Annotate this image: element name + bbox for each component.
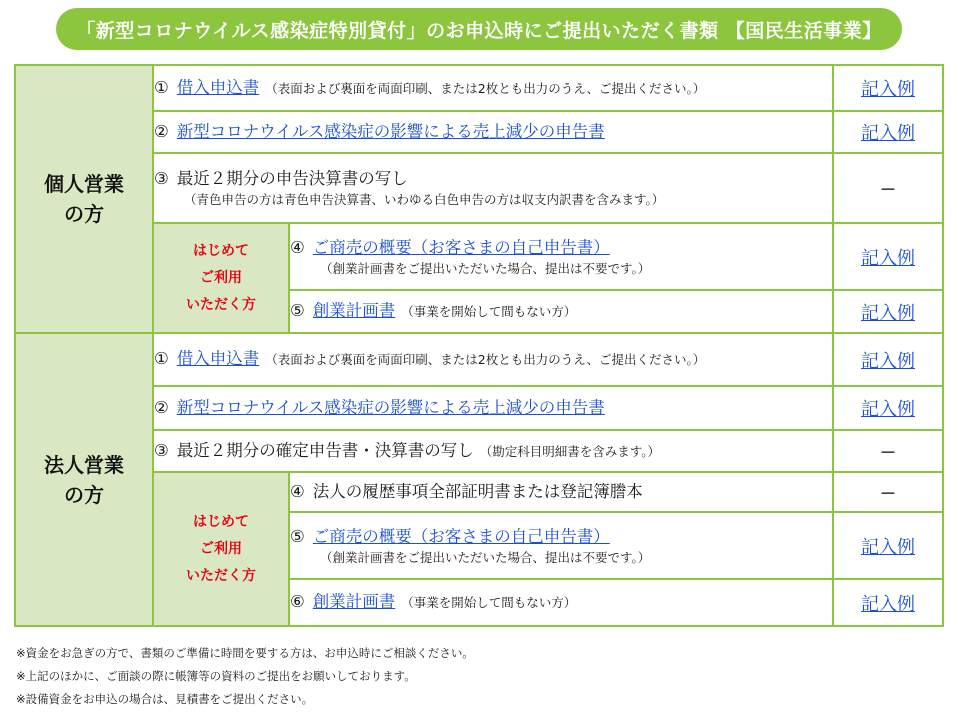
doc-cell xyxy=(153,333,833,386)
table-row xyxy=(15,472,943,512)
example-cell xyxy=(833,333,943,386)
example-link[interactable]: 記入例 xyxy=(861,247,916,269)
doc-link-business-plan[interactable]: 創業計画書 xyxy=(312,301,396,320)
example-cell xyxy=(833,65,943,111)
doc-cell xyxy=(153,153,833,223)
table-row xyxy=(15,333,943,386)
doc-link-application-form[interactable]: 借入申込書 xyxy=(176,349,260,368)
example-link[interactable]: 記入例 xyxy=(861,302,916,324)
doc-number: ③ xyxy=(154,169,169,188)
doc-cell xyxy=(289,512,833,579)
doc-note: （事業を開始して間もない方） xyxy=(401,304,577,319)
doc-sub-note: （青色申告の方は青色申告決算書、いわゆる白色申告の方は収支内訳書を含みます。） xyxy=(184,192,665,207)
example-cell xyxy=(833,290,943,333)
footer-note: ※資金をお急ぎの方で、書類のご準備に時間を要する方は、お申込時にご相談ください。 xyxy=(16,646,474,660)
example-cell xyxy=(833,430,943,472)
doc-link-business-plan[interactable]: 創業計画書 xyxy=(312,592,396,611)
doc-link-sales-decline-declaration[interactable]: 新型コロナウイルス感染症の影響による売上減少の申告書 xyxy=(176,398,605,417)
doc-number: ① xyxy=(154,77,169,97)
footer-note: ※上記のほかに、ご面談の際に帳簿等の資料のご提出をお願いしております。 xyxy=(16,669,416,683)
doc-number: ⑤ xyxy=(290,301,305,320)
doc-note: （表面および裏面を両面印刷、または2枚とも出力のうえ、ご提出ください。） xyxy=(265,352,706,367)
table-row xyxy=(15,386,943,430)
example-link[interactable]: 記入例 xyxy=(861,399,916,420)
doc-number: ⑥ xyxy=(290,592,305,611)
example-link[interactable]: 記入例 xyxy=(861,123,916,144)
example-link[interactable]: 記入例 xyxy=(861,593,916,615)
category-individual: 個人営業 の方 xyxy=(15,65,153,333)
table-row xyxy=(15,223,943,290)
doc-number: ① xyxy=(154,349,169,368)
page-title: 「新型コロナウイルス感染症特別貸付」のお申込時にご提出いただく書類 【国民生活事業】 xyxy=(56,8,902,50)
example-cell xyxy=(833,512,943,579)
example-link[interactable]: 記入例 xyxy=(861,350,916,372)
doc-number: ② xyxy=(154,398,169,417)
example-cell xyxy=(833,153,943,223)
table-row xyxy=(15,65,943,111)
example-cell xyxy=(833,111,943,153)
table-row xyxy=(15,111,943,153)
doc-cell xyxy=(289,579,833,626)
footer-note: ※設備資金をお申込の場合は、見積書をご提出ください。 xyxy=(16,692,314,706)
doc-cell xyxy=(289,290,833,333)
doc-sub-note: （創業計画書をご提出いただいた場合、提出は不要です。） xyxy=(320,549,651,565)
doc-number: ⑤ xyxy=(290,526,305,546)
doc-title: 最近２期分の確定申告書・決算書の写し xyxy=(176,440,474,460)
not-applicable-dash: － xyxy=(880,179,897,199)
example-cell xyxy=(833,223,943,290)
doc-sub-note: （創業計画書をご提出いただいた場合、提出は不要です。） xyxy=(320,260,651,276)
table-row xyxy=(15,430,943,472)
example-link[interactable]: 記入例 xyxy=(861,79,916,100)
first-time-users-label: はじめて ご利用 いただく方 xyxy=(153,223,289,333)
doc-note: （勘定科目明細書を含みます。） xyxy=(479,443,661,459)
category-corporate: 法人営業 の方 xyxy=(15,333,153,626)
doc-title: 最近２期分の申告決算書の写し xyxy=(176,169,408,188)
doc-note: （表面および裏面を両面印刷、または2枚とも出力のうえ、ご提出ください。） xyxy=(265,80,706,96)
example-cell xyxy=(833,472,943,512)
doc-number: ③ xyxy=(154,440,169,460)
doc-link-business-overview[interactable]: ご商売の概要（お客さまの自己申告書） xyxy=(312,526,610,546)
doc-link-application-form[interactable]: 借入申込書 xyxy=(176,77,260,97)
doc-cell xyxy=(153,65,833,111)
doc-cell xyxy=(153,386,833,430)
doc-cell xyxy=(153,430,833,472)
first-time-users-label: はじめて ご利用 いただく方 xyxy=(153,472,289,626)
table-row xyxy=(15,153,943,223)
not-applicable-dash: － xyxy=(880,483,897,503)
example-cell xyxy=(833,386,943,430)
doc-link-business-overview[interactable]: ご商売の概要（お客さまの自己申告書） xyxy=(312,237,610,257)
not-applicable-dash: － xyxy=(880,442,897,462)
example-link[interactable]: 記入例 xyxy=(861,536,916,558)
doc-number: ④ xyxy=(290,482,305,501)
doc-link-sales-decline-declaration[interactable]: 新型コロナウイルス感染症の影響による売上減少の申告書 xyxy=(176,122,605,141)
example-cell xyxy=(833,579,943,626)
footer-notes xyxy=(16,642,474,711)
doc-cell xyxy=(289,472,833,512)
doc-number: ④ xyxy=(290,237,305,257)
documents-table xyxy=(14,64,944,627)
doc-title: 法人の履歴事項全部証明書または登記簿謄本 xyxy=(312,482,643,501)
doc-note: （事業を開始して間もない方） xyxy=(401,595,577,610)
doc-number: ② xyxy=(154,122,169,141)
doc-cell xyxy=(289,223,833,290)
doc-cell xyxy=(153,111,833,153)
